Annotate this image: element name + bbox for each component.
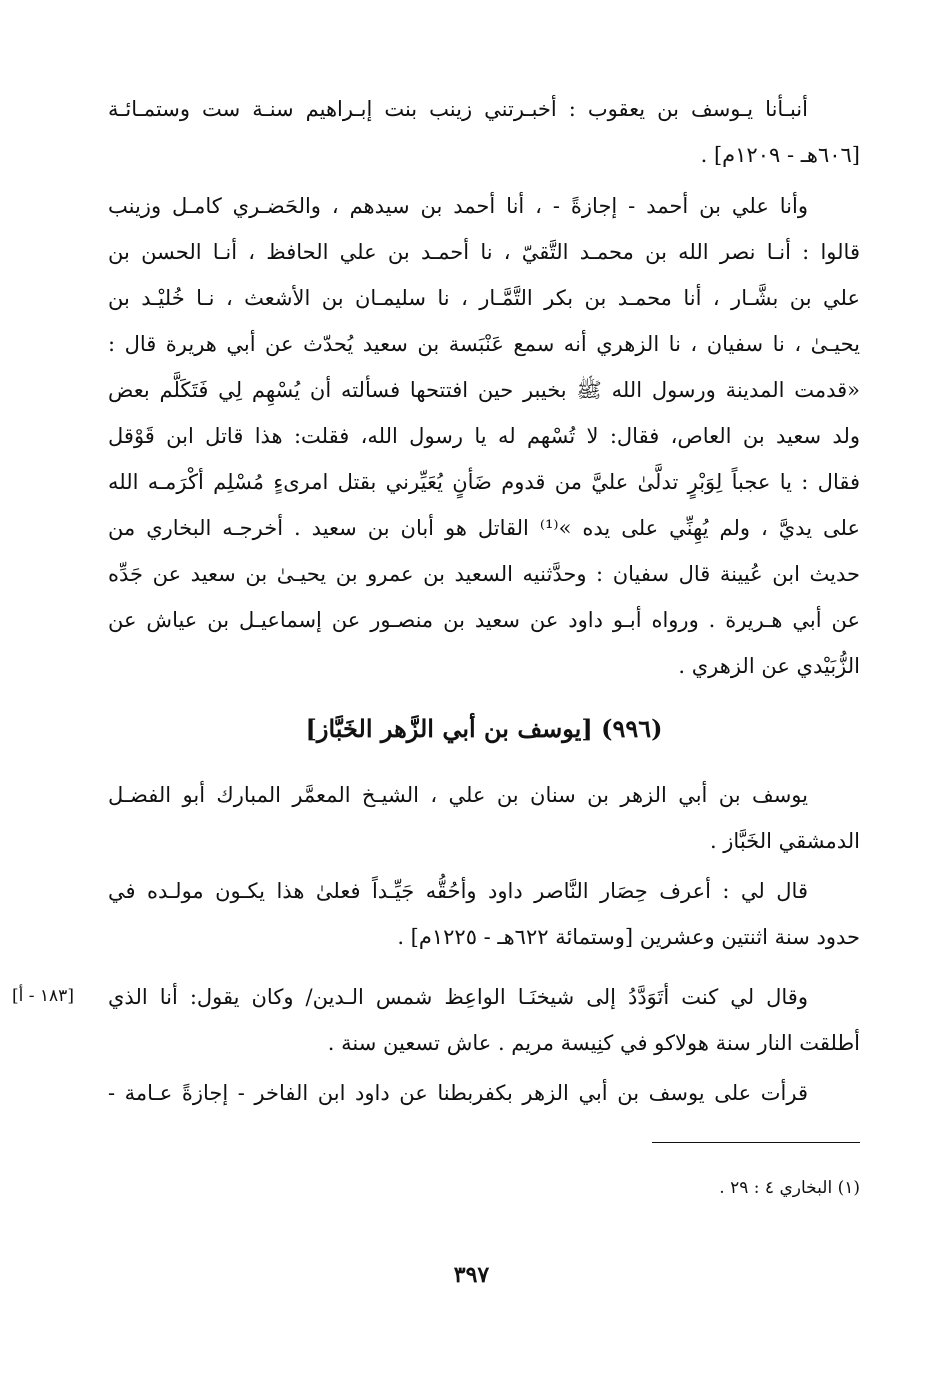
paragraph-2 [108,183,860,689]
text-line: «قدمت المدينة ورسول الله ﷺ بخيبر حين افتتحها فسألته أن يُسْهِم لِي فَتَكَلَّم بعض [108,378,860,402]
page-number: ٣٩٧ [453,1262,490,1288]
paragraph-4 [108,868,860,960]
text-line: حدود سنة اثنتين وعشرين [وستمائة ٦٢٢هـ - ١٢٢٥م] . [397,925,860,949]
text-line: قالوا : أنـا نصر الله بن محمـد التَّقيّ ، نا أحمـد بن علي الحافظ ، أنـا الحسن بن [108,240,860,264]
text-line: أنبـأنا يـوسف بن يعقوب : أخبـرتني زينب بنت إبـراهيم سنـة ست وستمـائـة [108,97,808,121]
text-line: على يديَّ ، ولم يُهِنِّي على يده »⁽¹⁾ القاتل هو أبان بن سعيد . أخرجـه البخاري من [108,516,860,540]
text-line: عن أبي هـريرة . ورواه أبـو داود عن سعيد بن منصـور عن إسماعيـل بن عياش عن [108,608,860,632]
footnote-divider [652,1142,860,1143]
text-line: علي بن بشَّـار ، أنا محمـد بن بكر التَّمَّـار ، نا سليمـان بن الأشعث ، نـا خُليْـد بن [108,286,860,310]
text-line: قال لي : أعرف حِصَار النَّاصر داود وأحُقُّه جَيِّـداً فعلىٰ هذا يكـون مولـده في [108,879,808,903]
text-line: وقال لي كنت أتَوَدَّدُ إلى شيخنَـا الواعِظ شمس الـدين/ وكان يقول: أنا الذي [108,985,808,1009]
text-line: فقال : يا عجباً لِوَبْرٍ تدلَّىٰ عليَّ من قدوم ضَأنٍ يُعَيِّرني بقتل امرىءٍ مُسْلِم أكْرَمـه الله [108,470,860,494]
text-line: يحيـىٰ ، نا سفيان ، نا الزهري أنه سمع عَنْبَسة بن سعيد يُحدّث عن أبي هريرة قال : [108,332,860,356]
text-line: الزُّبَيْدي عن الزهري . [678,654,860,678]
text-line: حديث ابن عُيينة قال سفيان : وحدَّثنيه السعيد بن عمرو بن يحيـىٰ بن سعيد عن جَدِّه [108,562,860,586]
text-line: أطلقت النار سنة هولاكو في كنِيسة مريم . عاش تسعين سنة . [327,1031,860,1055]
paragraph-5 [108,974,860,1066]
text-line: [٦٠٦هـ - ١٢٠٩م] . [700,143,860,167]
folio-marker: [١٨٣ - أ] [12,986,74,1006]
paragraph-3 [108,772,860,864]
text-line: الدمشقي الخَبَّاز . [709,829,860,853]
text-line: يوسف بن أبي الزهر بن سنان بن علي ، الشيـخ المعمَّر المبارك أبو الفضـل [108,783,808,807]
text-line: ولد سعيد بن العاص، فقال: لا تُسْهم له يا رسول الله، فقلت: هذا قاتل ابن قَوْقل [108,424,860,448]
entry-heading: (٩٩٦) [يوسف بن أبي الزَّهر الخَبَّاز] [305,714,663,743]
text-line: قرأت على يوسف بن أبي الزهر بكفربطنا عن داود ابن الفاخر - إجازةً عـامة - [108,1081,808,1105]
paragraph-1 [108,86,860,178]
footnote: (١) البخاري ٤ : ٢٩ . [719,1178,860,1198]
paragraph-6 [108,1070,860,1116]
text-line: وأنا علي بن أحمد - إجازةً - ، أنا أحمد بن سيدهم ، والحَضـري كامـل وزينب [108,194,808,218]
